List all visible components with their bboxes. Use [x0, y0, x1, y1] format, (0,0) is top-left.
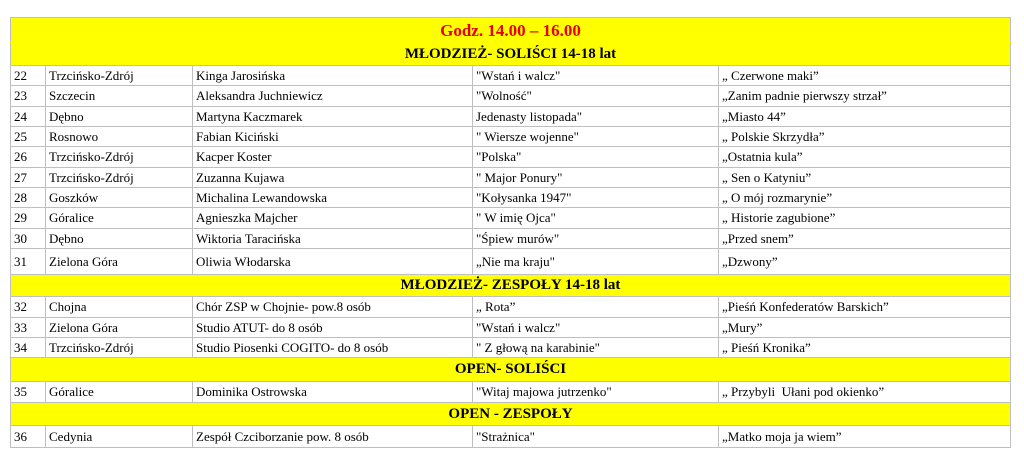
- table-row: [11, 147, 1011, 168]
- entry-song-1: " Major Ponury": [473, 168, 719, 188]
- section-heading-row: [11, 403, 1011, 426]
- entry-song-2: „Zanim padnie pierwszy strzał”: [719, 86, 1011, 107]
- entry-performer: Kinga Jarosińska: [193, 66, 473, 86]
- table-row: [11, 86, 1011, 107]
- table-row: [11, 107, 1011, 127]
- table-row: [11, 318, 1011, 338]
- section-heading-open-groups: OPEN - ZESPOŁY: [11, 403, 1011, 426]
- section-heading-open-soloists: OPEN- SOLIŚCI: [11, 358, 1011, 382]
- entry-number: 36: [11, 426, 46, 448]
- entry-song-2: „Dzwony”: [719, 249, 1011, 275]
- entry-song-2: „ Czerwone maki”: [719, 66, 1011, 86]
- entry-number: 29: [11, 208, 46, 229]
- entry-town: Chojna: [46, 297, 193, 318]
- section-heading-youth-groups: MŁODZIEŻ- ZESPOŁY 14-18 lat: [11, 275, 1011, 297]
- entry-song-1: " W imię Ojca": [473, 208, 719, 229]
- entry-performer: Oliwia Włodarska: [193, 249, 473, 275]
- entry-song-1: "Witaj majowa jutrzenko": [473, 382, 719, 403]
- entry-town: Trzcińsko-Zdrój: [46, 338, 193, 358]
- entry-song-1: Jedenasty listopada": [473, 107, 719, 127]
- entry-performer: Fabian Kiciński: [193, 127, 473, 147]
- section-heading-row: [11, 275, 1011, 297]
- entry-song-1: "Wstań i walcz": [473, 66, 719, 86]
- schedule-table: [10, 17, 1011, 448]
- section-heading-row: [11, 43, 1011, 66]
- entry-song-2: „Matko moja ja wiem”: [719, 426, 1011, 448]
- entry-song-2: „ Historie zagubione”: [719, 208, 1011, 229]
- entry-town: Dębno: [46, 107, 193, 127]
- entry-song-2: „Pieśń Konfederatów Barskich”: [719, 297, 1011, 318]
- entry-song-2: „Mury”: [719, 318, 1011, 338]
- table-row: [11, 382, 1011, 403]
- time-slot-heading: Godz. 14.00 – 16.00: [11, 18, 1011, 43]
- entry-song-1: "Śpiew murów": [473, 229, 719, 249]
- table-row: [11, 208, 1011, 229]
- entry-performer: Martyna Kaczmarek: [193, 107, 473, 127]
- section-heading-row: [11, 358, 1011, 382]
- entry-performer: Wiktoria Taracińska: [193, 229, 473, 249]
- entry-town: Rosnowo: [46, 127, 193, 147]
- section-heading-youth-soloists: MŁODZIEŻ- SOLIŚCI 14-18 lat: [11, 43, 1011, 66]
- entry-performer: Zuzanna Kujawa: [193, 168, 473, 188]
- entry-song-2: „ Przybyli Ułani pod okienko”: [719, 382, 1011, 403]
- entry-song-1: "Wstań i walcz": [473, 318, 719, 338]
- table-row: [11, 188, 1011, 208]
- entry-song-1: "Polska": [473, 147, 719, 168]
- entry-song-2: „Przed snem”: [719, 229, 1011, 249]
- entry-song-2: „Ostatnia kula”: [719, 147, 1011, 168]
- entry-performer: Chór ZSP w Chojnie- pow.8 osób: [193, 297, 473, 318]
- entry-number: 31: [11, 249, 46, 275]
- entry-town: Zielona Góra: [46, 318, 193, 338]
- entry-song-1: "Wolność": [473, 86, 719, 107]
- entry-song-1: " Wiersze wojenne": [473, 127, 719, 147]
- table-row: [11, 338, 1011, 358]
- entry-number: 24: [11, 107, 46, 127]
- entry-song-2: „Miasto 44”: [719, 107, 1011, 127]
- entry-number: 25: [11, 127, 46, 147]
- entry-town: Trzcińsko-Zdrój: [46, 168, 193, 188]
- entry-number: 23: [11, 86, 46, 107]
- table-row: [11, 229, 1011, 249]
- table-row: [11, 66, 1011, 86]
- entry-performer: Studio Piosenki COGITO- do 8 osób: [193, 338, 473, 358]
- entry-town: Szczecin: [46, 86, 193, 107]
- entry-number: 22: [11, 66, 46, 86]
- entry-performer: Dominika Ostrowska: [193, 382, 473, 403]
- entry-number: 32: [11, 297, 46, 318]
- entry-town: Trzcińsko-Zdrój: [46, 147, 193, 168]
- entry-number: 28: [11, 188, 46, 208]
- entry-song-1: "Strażnica": [473, 426, 719, 448]
- entry-song-1: "Kołysanka 1947": [473, 188, 719, 208]
- entry-performer: Studio ATUT- do 8 osób: [193, 318, 473, 338]
- entry-performer: Zespół Czciborzanie pow. 8 osób: [193, 426, 473, 448]
- entry-song-2: „ Polskie Skrzydła”: [719, 127, 1011, 147]
- entry-number: 33: [11, 318, 46, 338]
- table-row: [11, 249, 1011, 275]
- entry-town: Goszków: [46, 188, 193, 208]
- entry-number: 27: [11, 168, 46, 188]
- table-row: [11, 127, 1011, 147]
- entry-performer: Michalina Lewandowska: [193, 188, 473, 208]
- entry-performer: Aleksandra Juchniewicz: [193, 86, 473, 107]
- entry-song-1: " Z głową na karabinie": [473, 338, 719, 358]
- entry-performer: Agnieszka Majcher: [193, 208, 473, 229]
- entry-town: Dębno: [46, 229, 193, 249]
- table-row: [11, 297, 1011, 318]
- entry-town: Góralice: [46, 208, 193, 229]
- entry-number: 30: [11, 229, 46, 249]
- entry-town: Góralice: [46, 382, 193, 403]
- table-row: [11, 426, 1011, 448]
- entry-song-2: „ Pieśń Kronika”: [719, 338, 1011, 358]
- entry-town: Trzcińsko-Zdrój: [46, 66, 193, 86]
- time-slot-row: [11, 18, 1011, 43]
- entry-town: Cedynia: [46, 426, 193, 448]
- entry-number: 34: [11, 338, 46, 358]
- table-row: [11, 168, 1011, 188]
- entry-song-2: „ O mój rozmarynie”: [719, 188, 1011, 208]
- entry-song-1: „Nie ma kraju": [473, 249, 719, 275]
- entry-song-1: „ Rota”: [473, 297, 719, 318]
- entry-number: 35: [11, 382, 46, 403]
- entry-town: Zielona Góra: [46, 249, 193, 275]
- entry-number: 26: [11, 147, 46, 168]
- entry-performer: Kacper Koster: [193, 147, 473, 168]
- entry-song-2: „ Sen o Katyniu”: [719, 168, 1011, 188]
